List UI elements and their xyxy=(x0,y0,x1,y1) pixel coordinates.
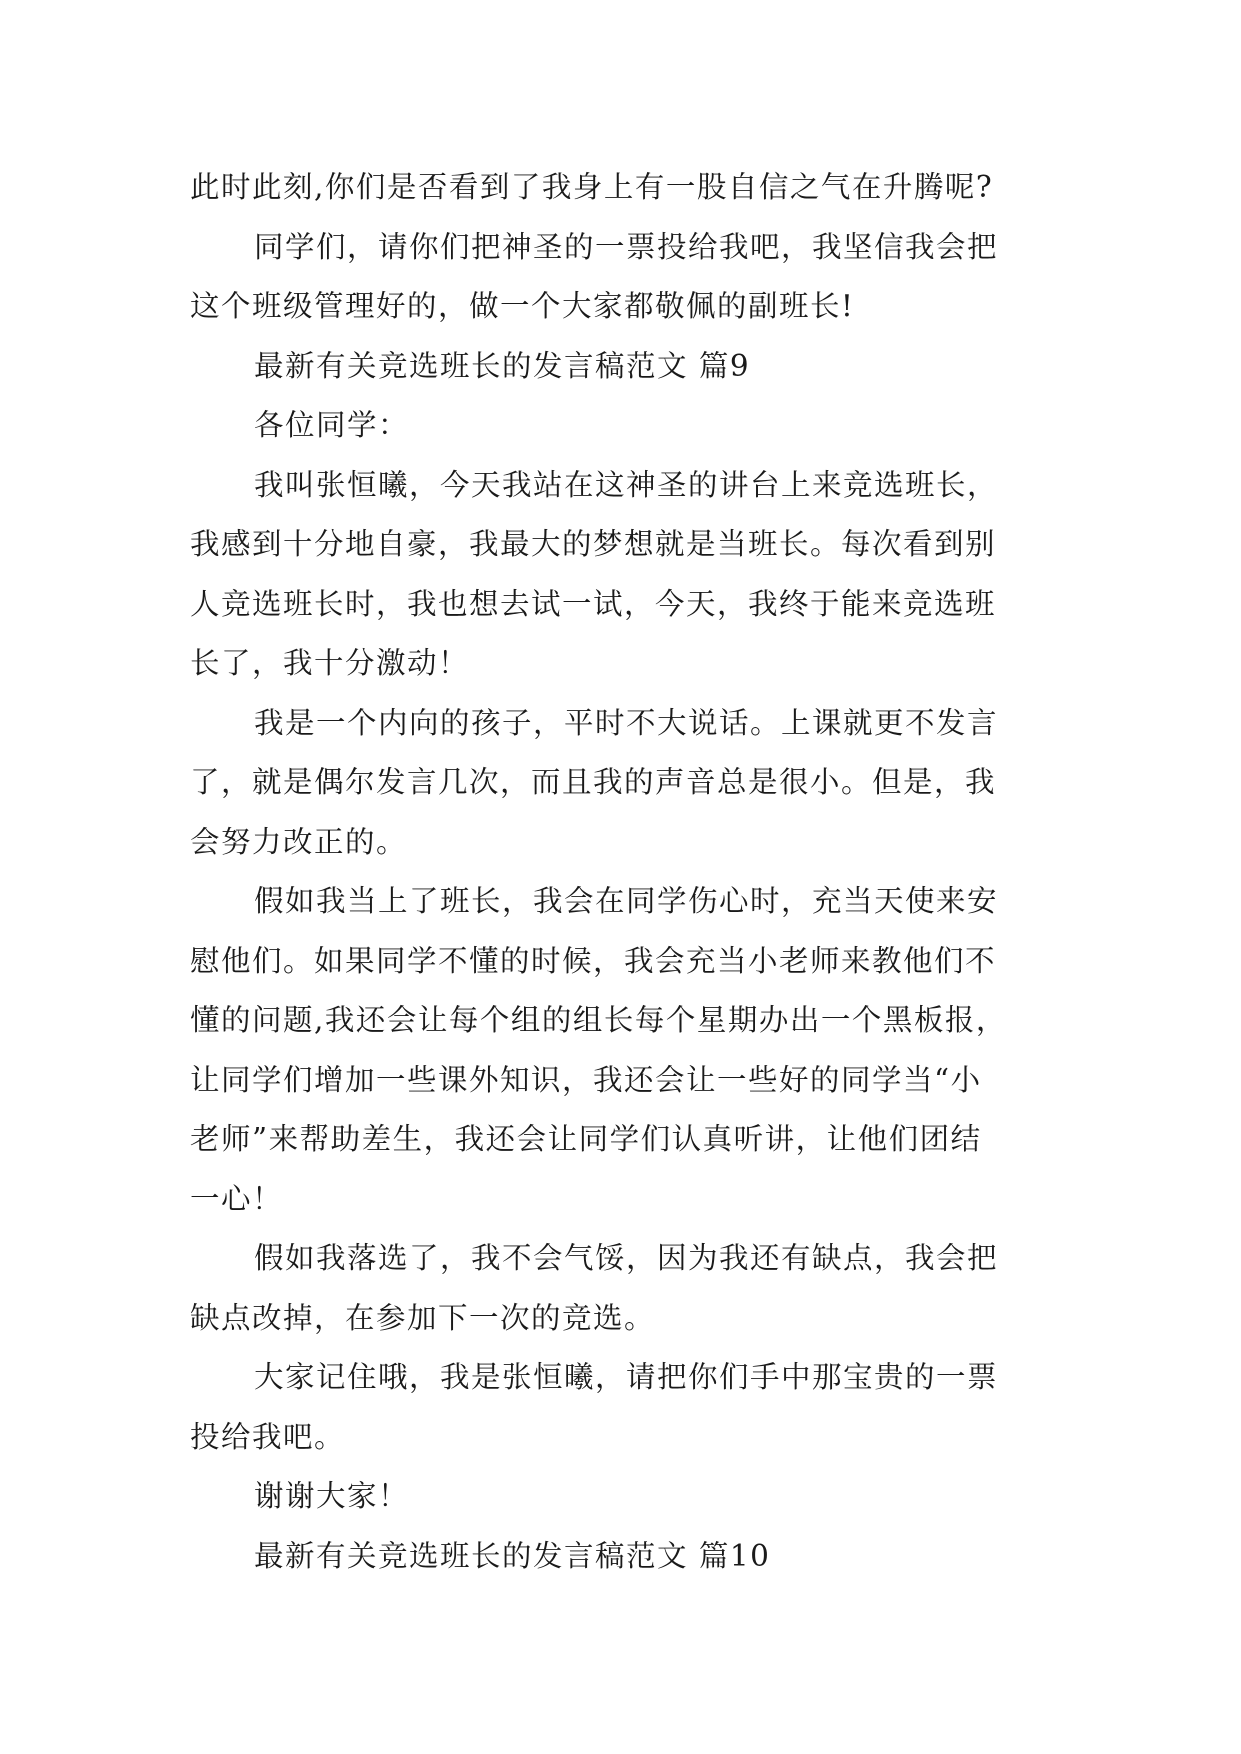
section-heading: 最新有关竞选班长的发言稿范文 篇9 xyxy=(254,348,751,383)
text-line: 懂的问题,我还会让每个组的组长每个星期办出一个黑板报， xyxy=(190,1003,1007,1037)
text-line: 慰他们。如果同学不懂的时候，我会充当小老师来教他们不 xyxy=(190,943,997,978)
text-line: 人竞选班长时，我也想去试一试，今天，我终于能来竞选班 xyxy=(190,586,997,621)
text-line: 我叫张恒曦，今天我站在这神圣的讲台上来竞选班长， xyxy=(254,467,999,502)
text-line: 此时此刻,你们是否看到了我身上有一股自信之气在升腾呢? xyxy=(190,170,994,204)
text-line: 同学们，请你们把神圣的一票投给我吧，我坚信我会把 xyxy=(254,229,999,264)
closing-line: 谢谢大家！ xyxy=(254,1479,410,1513)
text-line: 老师”来帮助差生，我还会让同学们认真听讲，让他们团结 xyxy=(190,1122,982,1156)
text-line: 会努力改正的。 xyxy=(190,824,408,859)
text-line: 长了，我十分激动！ xyxy=(190,646,470,680)
salutation: 各位同学： xyxy=(254,408,410,442)
text-line: 我感到十分地自豪，我最大的梦想就是当班长。每次看到别 xyxy=(190,527,997,561)
text-line: 让同学们增加一些课外知识，我还会让一些好的同学当“小 xyxy=(190,1062,982,1097)
text-line: 我是一个内向的孩子，平时不大说话。上课就更不发言 xyxy=(254,705,999,740)
text-line: 了，就是偶尔发言几次，而且我的声音总是很小。但是，我 xyxy=(190,765,997,799)
text-line: 一心！ xyxy=(190,1181,284,1216)
document-body xyxy=(190,158,1060,1586)
text-line: 假如我落选了，我不会气馁，因为我还有缺点，我会把 xyxy=(254,1241,999,1275)
text-line: 大家记住哦，我是张恒曦，请把你们手中那宝贵的一票 xyxy=(254,1360,999,1394)
text-line: 缺点改掉，在参加下一次的竞选。 xyxy=(190,1300,656,1335)
section-heading: 最新有关竞选班长的发言稿范文 篇10 xyxy=(254,1538,771,1573)
text-line: 假如我当上了班长，我会在同学伤心时，充当天使来安 xyxy=(254,884,999,918)
text-line: 投给我吧。 xyxy=(190,1419,346,1454)
text-line: 这个班级管理好的，做一个大家都敬佩的副班长! xyxy=(190,289,855,323)
